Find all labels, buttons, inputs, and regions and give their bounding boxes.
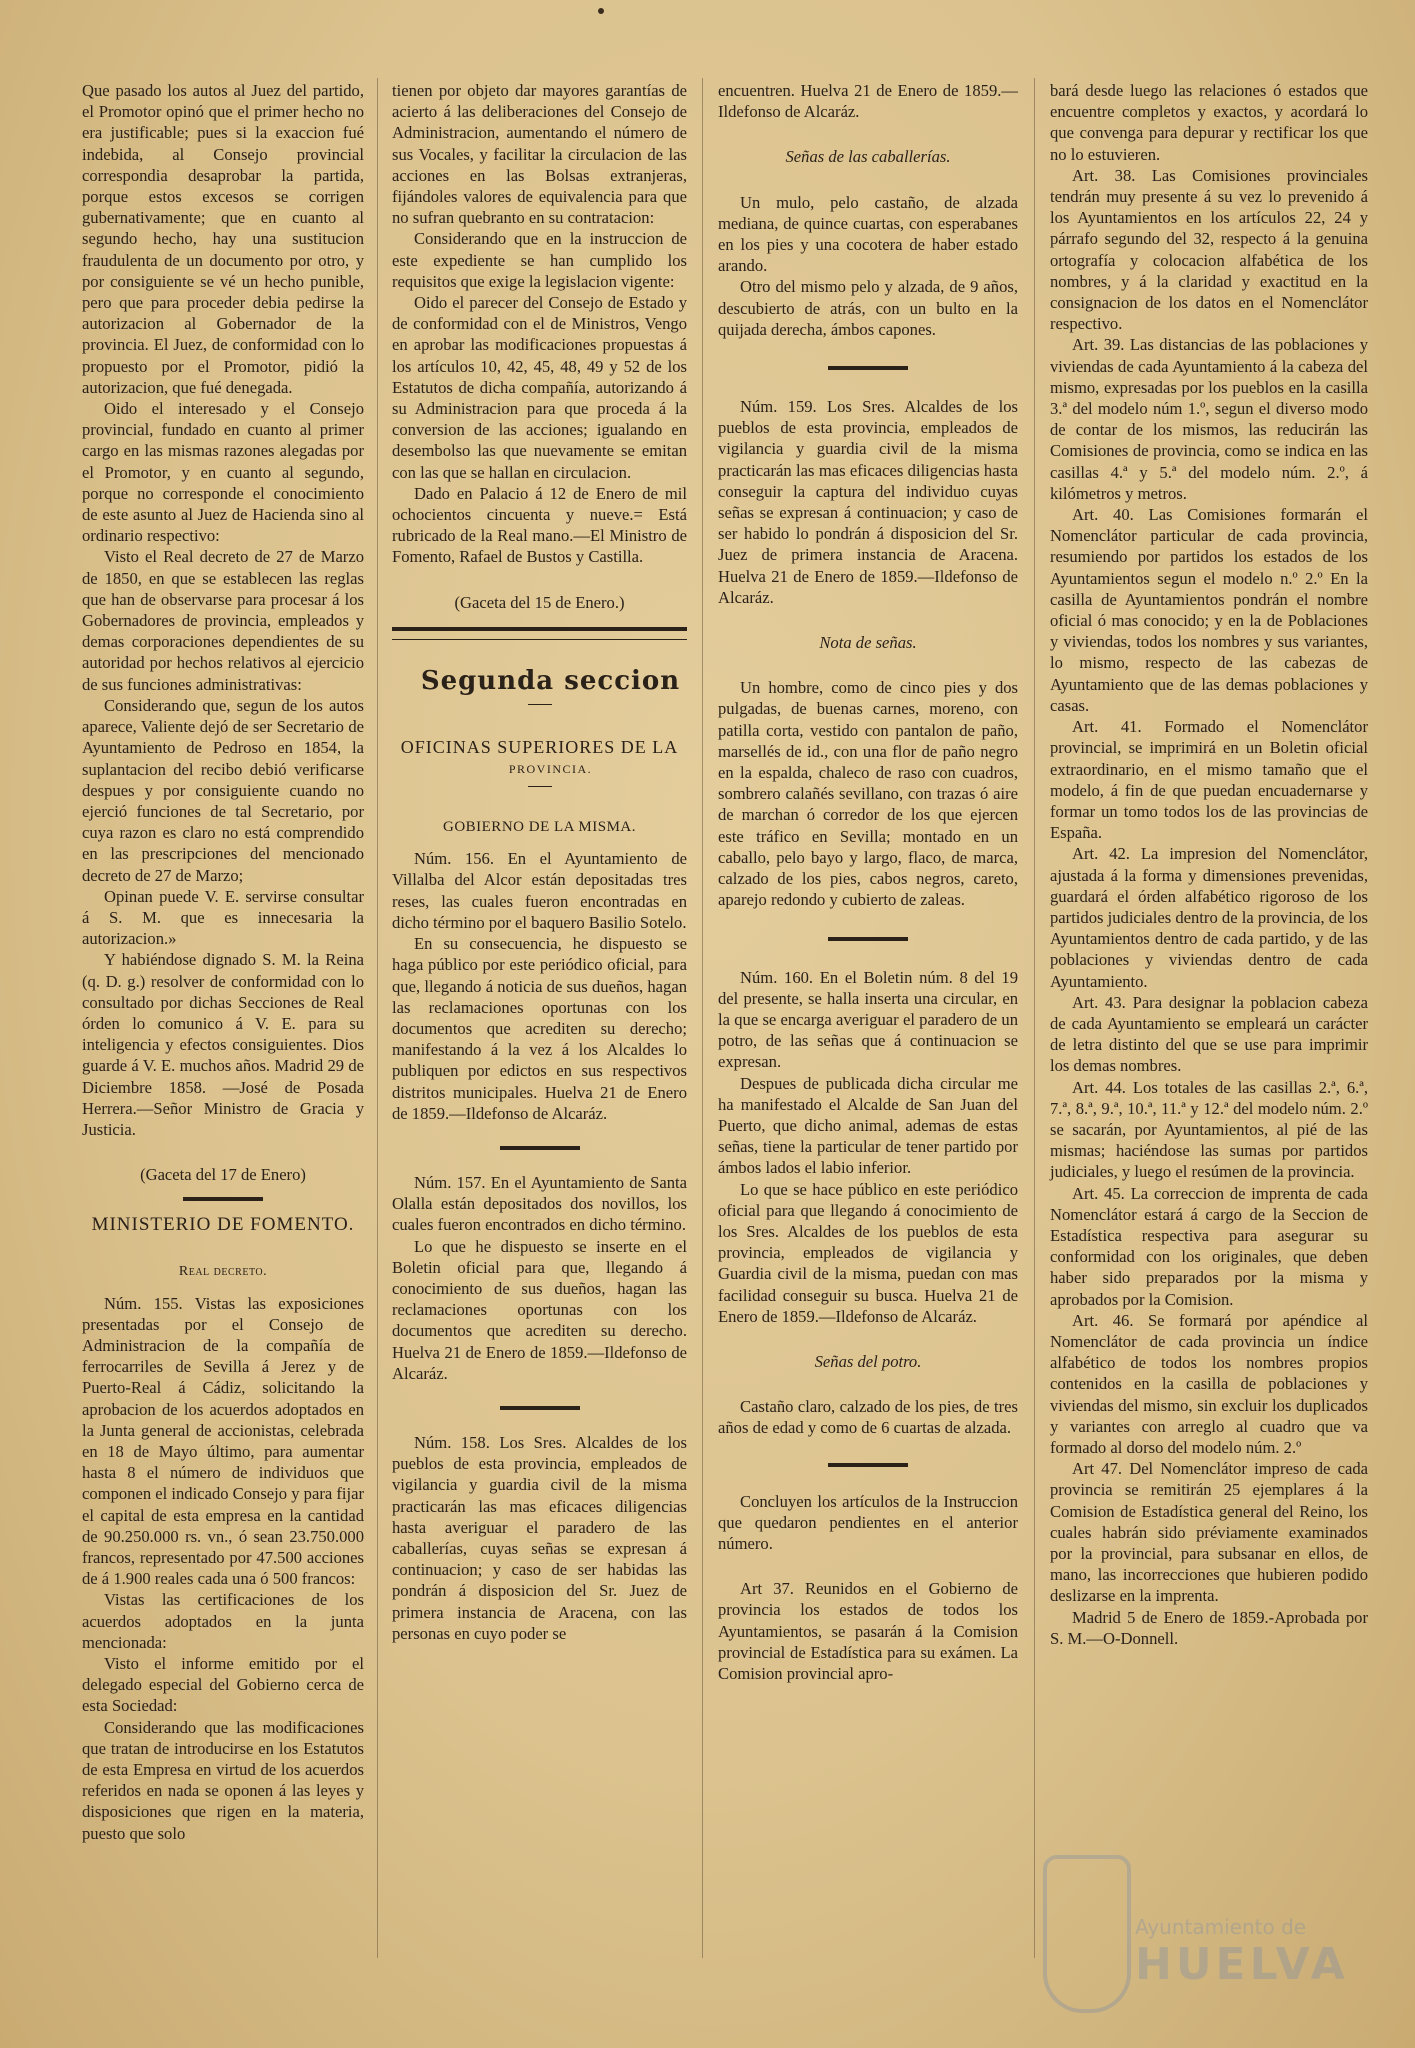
paragraph: Oido el interesado y el Consejo provincial, fundado en cuanto al primer cargo en las mismas razones alegadas por el Promotor, y en cuanto al segundo, porque no corresponde el conocimiento de este asunto al Juez de Hacienda sino al ordinario respectivo: bbox=[82, 399, 364, 546]
ink-speck bbox=[598, 8, 604, 14]
paragraph: Opinan puede V. E. servirse consultar á S. M. que es innecesaria la autorizacion.» bbox=[82, 886, 364, 949]
paragraph: bará desde luego las relaciones ó estados que encuentre completos y exactos, y acordará lo que convenga para depurar y rectificar los que no lo estuvieren. bbox=[1050, 81, 1368, 164]
gazette-source: (Gaceta del 15 de Enero.) bbox=[454, 592, 625, 612]
paragraph: Visto el Real decreto de 27 de Marzo de 1850, en que se establecen las reglas que han de observarse para procesar á los Gobernadores de provincia, empleados y demas corporaciones dependientes de su autoridad por hechos relativos al ejercicio de sus funciones administrativas: bbox=[82, 547, 364, 694]
paragraph: Y habiéndose dignado S. M. la Reina (q. D. g.) resolver de conformidad con lo consultado por dichas Secciones de Real órden lo comunico á V. E. para su inteligencia y efectos consiguientes. Dios guarde á V. E. muchos años. Madrid 29 de Diciembre 1858. —José de Posada Herrera.—Señor Ministro de Gracia y Justicia. bbox=[82, 950, 364, 1139]
archive-watermark bbox=[1035, 1855, 1375, 2025]
paragraph: Núm. 160. En el Boletin núm. 8 del 19 del presente, se halla inserta una circular, en la que se encarga averiguar el paradero de un potro, de las señas que á continuacion se expresan. bbox=[718, 967, 1018, 1072]
column-3 bbox=[718, 80, 1018, 1684]
paragraph: Concluyen los artículos de la Instruccion que quedaron pendientes en el anterior número. bbox=[718, 1491, 1018, 1553]
subheading: Señas del potro. bbox=[814, 1351, 922, 1371]
column-divider bbox=[377, 78, 378, 1958]
paragraph: Lo que se hace público en este periódico oficial para que llegando á conocimiento de los Sres. Alcaldes de los pueblos de esta provincia, empleados de vigilancia y Guardia civil de la misma, puedan con mas facilidad conseguir su busca. Huelva 21 de Enero de 1859.—Ildefonso de Alcaráz. bbox=[718, 1179, 1018, 1326]
paragraph: Art 37. Reunidos en el Gobierno de provincia los estados de todos los Ayuntamientos, se pasarán á la Comision provincial de Estadística para su exámen. La Comision provincial apro- bbox=[718, 1579, 1018, 1683]
paragraph: tienen por objeto dar mayores garantías de acierto á las deliberaciones del Consejo de Administracion, aumentando el número de sus Vocales, y facilitar la circulacion de las acciones en las Bolsas extranjeras, fijándoles valores de equivalencia para que no sufran quebranto en su contratacion: bbox=[392, 81, 687, 228]
paragraph: Núm. 159. Los Sres. Alcaldes de los pueblos de esta provincia, empleados de vigilancia y guardia civil de la misma practicarán las mas eficaces diligencias hasta conseguir la captura del individuo cuyas señas se expresan á continuacion; y caso de ser habido lo pondrán á disposicion del Sr. Juez de primera instancia de Aracena. Huelva 21 de Enero de 1859.—Ildefonso de Alcaráz. bbox=[718, 397, 1018, 607]
column-divider bbox=[702, 78, 703, 1958]
paragraph: Que pasado los autos al Juez del partido, el Promotor opinó que el primer hecho no era justificable; pues si la exaccion fué indebida, al Consejo provincial correspondia desaprobar la partida, porque estos excesos se corrigen gubernativamente; que en cuanto al segundo hecho, hay una sustitucion fraudulenta de un documento por otro, y por consiguiente se vé un hecho punible, pero que para proceder debia pedirse la autorizacion al Gobernador de la provincia. El Juez, de conformidad con lo propuesto por el Promotor, pidió la autorizacion, que fué denegada. bbox=[82, 81, 364, 397]
paragraph: Un mulo, pelo castaño, de alzada mediana, de quince cuartas, con esperabanes en los pies y una cocotera de haber estado arando. bbox=[718, 192, 1018, 276]
paragraph: Núm. 157. En el Ayuntamiento de Santa Olalla están depositados dos novillos, los cuales fueron encontrados en dicho término. bbox=[392, 1172, 687, 1235]
paragraph: Art 47. Del Nomenclátor impreso de cada provincia se remitirán 25 ejemplares á la Comision de Estadística general del Reino, los cuales habrán sido préviamente examinados por la provincial, para subsanar en ellos, de mano, las incorrecciones que hubieren podido deslizarse en la imprenta. bbox=[1050, 1459, 1368, 1606]
paragraph: Art. 42. La impresion del Nomenclátor, ajustada á la forma y dimensiones prevenidas, guardará el órden alfabético rigoroso de los partidos judiciales dentro de la provincia, de los Ayuntamientos dentro de cada partido, y de las poblaciones y viviendas dentro de cada Ayuntamiento. bbox=[1050, 844, 1368, 991]
coat-of-arms-icon bbox=[1043, 1855, 1131, 2013]
decree-label: Real decreto. bbox=[178, 1264, 268, 1280]
paragraph: Visto el informe emitido por el delegado especial del Gobierno cerca de esta Sociedad: bbox=[82, 1654, 364, 1716]
divider-rule bbox=[828, 1463, 908, 1467]
offices-heading: OFICINAS SUPERIORES DE LA bbox=[400, 736, 679, 757]
divider-rule bbox=[500, 1146, 580, 1150]
divider-rule bbox=[528, 786, 552, 787]
column-2 bbox=[392, 80, 687, 1644]
paragraph: Oido el parecer del Consejo de Estado y de conformidad con el de Ministros, Vengo en aprobar las modificaciones propuestas á los artículos 10, 42, 45, 48, 49 y 52 de los Estatutos de dicha compañía, autorizando á su Administracion para que proceda á la conversion de las acciones; igualando en desembolso las que nuevamente se emitan con las que se hallan en circulacion. bbox=[392, 293, 687, 482]
paragraph: Dado en Palacio á 12 de Enero de mil ochocientos cincuenta y nueve.= Está rubricado de la Real mano.—El Ministro de Fomento, Rafael de Bustos y Castilla. bbox=[392, 483, 687, 567]
paragraph: Art. 41. Formado el Nomenclátor provincial, se imprimirá en un Boletin oficial extraordinario, en el mismo tamaño que el modelo, á fin de que puedan encuadernarse y formar un tomo todos los de las provincias de España. bbox=[1050, 717, 1368, 843]
section-rule bbox=[392, 627, 687, 640]
paragraph: Despues de publicada dicha circular me ha manifestado el Alcalde de San Juan del Puerto, que dicho animal, ademas de estas señas, tiene la particular de tener partido por ámbos lados el labio inferior. bbox=[718, 1073, 1018, 1178]
paragraph: Art. 40. Las Comisiones formarán el Nomenclátor particular de cada provincia, resumiendo por partidos los estados de los Ayuntamientos segun el modelo n.º 2.º En la casilla de Ayuntamientos pondrán el nombre oficial ó mas conocido; y en la de Poblaciones y viviendas, todos los nombres y sus variantes, lo mismo, respecto de las cabezas de Ayuntamiento que de las demas poblaciones y casas. bbox=[1050, 505, 1368, 715]
subheading: Señas de las caballerías. bbox=[785, 147, 951, 167]
paragraph: Lo que he dispuesto se inserte en el Boletin oficial para que, llegando á conocimiento de sus dueños, hagan las reclamaciones oportunas con los documentos que acrediten su derecho. Huelva 21 de Enero de 1859.—Ildefonso de Alcaráz. bbox=[392, 1236, 687, 1383]
ministry-heading: MINISTERIO DE FOMENTO. bbox=[91, 1214, 355, 1236]
signature-line: Madrid 5 de Enero de 1859.-Aprobada por S. M.—O-Donnell. bbox=[1050, 1607, 1368, 1648]
paragraph: Art. 46. Se formará por apéndice al Nomenclátor de cada provincia un índice alfabético de todos los nombres propios contenidos en la casilla de poblaciones y viviendas del mismo, sin excluir los duplicados y variantes con arreglo al cuadro que va formado al dorso del modelo núm. 2.º bbox=[1050, 1310, 1368, 1457]
paragraph: Un hombre, como de cinco pies y dos pulgadas, de buenas carnes, moreno, con patilla corta, vestido con pantalon de paño, marsellés de id., con una flor de paño negro en la espalda, chaleco de raso con cuadros, sombrero calañés sevillano, con trazas ó aire de marchan ó corredor de los que ejercen este tráfico en Sevilla; montado en un caballo, pelo bayo y largo, flaco, de marca, calzado de los pies, cabos negros, careto, aparejo redondo y cubierto de zaleas. bbox=[718, 678, 1018, 910]
paragraph: Art. 45. La correccion de imprenta de cada Nomenclátor estará á cargo de la Seccion de Estadística respectiva para asegurar su conformidad con los originales, que deben haber sido preparados por la misma y aprobados por la Comision. bbox=[1050, 1183, 1368, 1309]
paragraph: Art. 38. Las Comisiones provinciales tendrán muy presente á su vez lo prevenido á los Ayuntamientos en los artículos 22, 24 y párrafo segundo del 32, respecto á la genuina ortografía y colocacion alfabética de los nombres, y á la claridad y exactitud en la consignacion de los datos en el Nomenclátor respectivo. bbox=[1050, 165, 1368, 334]
offices-subheading: PROVINCIA. bbox=[508, 761, 593, 776]
government-heading: GOBIERNO DE LA MISMA. bbox=[442, 819, 636, 836]
watermark-text bbox=[1135, 1915, 1349, 1990]
divider-rule bbox=[183, 1197, 263, 1201]
section-heading: Segunda seccion bbox=[420, 665, 681, 696]
divider-rule bbox=[828, 366, 908, 370]
column-divider bbox=[1034, 78, 1035, 1958]
paragraph: Considerando que las modificaciones que tratan de introducirse en los Estatutos de esta Empresa en virtud de los acuerdos referidos en nada se oponen á las leyes y disposiciones que rigen en la materia, puesto que solo bbox=[82, 1717, 364, 1843]
paragraph: Art. 39. Las distancias de las poblaciones y viviendas de cada Ayuntamiento á la cabeza del mismo, expresadas por los pueblos en la casilla 3.ª del modelo núm 1.º, segun el diverso modo de contar de los mismos, las reducirán las Comisiones de provincia, como se indica en las casillas 4.ª y 5.ª del modelo núm. 2.º, á kilómetros y metros. bbox=[1050, 335, 1368, 503]
paragraph: Art. 44. Los totales de las casillas 2.ª, 6.ª, 7.ª, 8.ª, 9.ª, 10.ª, 11.ª y 12.ª del modelo núm. 2.º se sacarán, por Ayuntamientos, al pié de las mismas; haciéndose las sumas por partidos judiciales, y luego el resúmen de la provincia. bbox=[1050, 1077, 1368, 1182]
paragraph: Otro del mismo pelo y alzada, de 9 años, descubierto de atrás, con un bulto en la quijada derecha, ámbos capones. bbox=[718, 277, 1018, 339]
paragraph: Núm. 156. En el Ayuntamiento de Villalba del Alcor están depositadas tres reses, las cuales fueron encontradas en dicho término por el baquero Basilio Sotelo. bbox=[392, 849, 687, 932]
paragraph: Art. 43. Para designar la poblacion cabeza de cada Ayuntamiento se empleará un carácter de letra distinto del que se use para imprimir los demas nombres. bbox=[1050, 992, 1368, 1076]
paragraph: Castaño claro, calzado de los pies, de tres años de edad y como de 6 cuartas de alzada. bbox=[718, 1397, 1018, 1438]
paragraph: Núm. 155. Vistas las exposiciones presentadas por el Consejo de Administracion de la compañía de ferrocarriles de Sevilla á Jerez y de Puerto-Real á Cádiz, solicitando la aprobacion de los acuerdos adoptados en la Junta general de accionistas, celebrada en 18 de Mayo último, para aumentar hasta 8 el número de individuos que componen el indicado Consejo y para fijar el capital de esta empresa en la cantidad de 90.250.000 rs. vn., ó sean 23.750.000 francos, representado por 47.500 acciones de á 1.900 reales cada una ó 500 francos: bbox=[82, 1293, 365, 1589]
paragraph: Vistas las certificaciones de los acuerdos adoptados en la junta mencionada: bbox=[82, 1590, 364, 1652]
column-4 bbox=[1050, 80, 1368, 1649]
paragraph: Núm. 158. Los Sres. Alcaldes de los pueblos de esta provincia, empleados de vigilancia y guardia civil de la misma practicarán las mas eficaces diligencias hasta averiguar el paradero de las caballerías, cuyas señas se expresan á continuacion; y caso de ser habidas las pondrán á disposicion del Sr. Juez de primera instancia de Aracena, con las personas en cuyo poder se bbox=[392, 1432, 687, 1643]
paragraph: encuentren. Huelva 21 de Enero de 1859.—Ildefonso de Alcaráz. bbox=[718, 81, 1018, 122]
paragraph: Considerando que en la instruccion de este expediente se han cumplido los requisitos que exige la legislacion vigente: bbox=[392, 229, 687, 291]
column-1 bbox=[82, 80, 364, 1844]
divider-rule bbox=[528, 704, 552, 705]
watermark-line-2: HUELVA bbox=[1135, 1939, 1349, 1990]
watermark-line-1: Ayuntamiento de bbox=[1135, 1915, 1307, 1939]
paragraph: En su consecuencia, he dispuesto se haga público por este periódico oficial, para que, llegando á noticia de sus dueños, hagan las reclamaciones oportunas con los documentos que acrediten su derecho; manifestando á la vez á los Alcaldes lo publiquen por edictos en sus respectivos distritos municipales. Huelva 21 de Enero de 1859.—Ildefonso de Alcaráz. bbox=[392, 934, 687, 1123]
divider-rule bbox=[828, 937, 908, 941]
subheading: Nota de señas. bbox=[819, 633, 917, 653]
divider-rule bbox=[500, 1406, 580, 1410]
paragraph: Considerando que, segun de los autos aparece, Valiente dejó de ser Secretario de Ayuntamiento de Pedroso en 1854, la suplantacion del recibo debió verificarse despues y por consiguiente cuando no ejerció funciones de tal Secretario, por cuya razon es claro no está comprendido en las prescripciones del mencionado decreto de 27 de Marzo; bbox=[82, 695, 364, 885]
gazette-source: (Gaceta del 17 de Enero) bbox=[140, 1165, 306, 1185]
